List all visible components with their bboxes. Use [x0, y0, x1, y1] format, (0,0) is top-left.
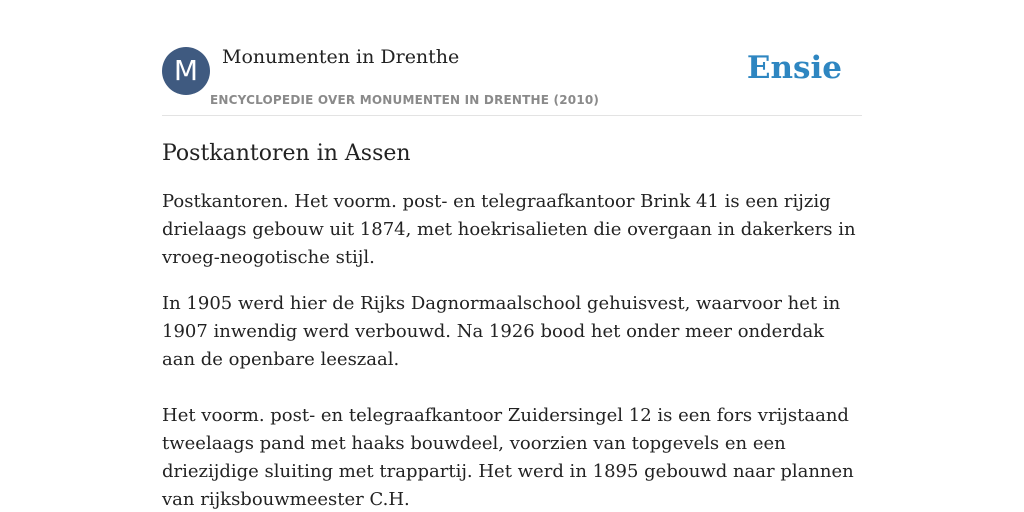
source-subtitle: ENCYCLOPEDIE OVER MONUMENTEN IN DRENTHE (2010): [210, 93, 600, 107]
article-paragraph-2: In 1905 werd hier de Rijks Dagnormaalschool gehuisvest, waarvoor het in 1907 inwendig werd verbouwd. Na 1926 bood het onder meer onderdak aan de openbare leeszaal. Het voorm. post- en telegraafkantoor Zuidersingel 12 is een fors vrijstaand tweelaags pand met haaks bouwdeel, voorzien van topgevels en een driezijdige sluiting met trappartij. Het werd in 1895 gebouwd naar plannen van rijksbouwmeester C.H.: [162, 293, 854, 510]
avatar[interactable]: M: [162, 47, 210, 95]
source-title[interactable]: Monumenten in Drenthe: [222, 46, 460, 68]
article-title: Postkantoren in Assen: [162, 141, 411, 166]
ensie-logo-link[interactable]: Ensie: [746, 50, 842, 86]
source-header: [162, 46, 862, 116]
article-content: [162, 138, 862, 512]
article-paragraph-1: Postkantoren. Het voorm. post- en telegraafkantoor Brink 41 is een rijzig drielaags gebouw uit 1874, met hoekrisalieten die overgaan in dakerkers in vroeg-neogotische stijl.: [162, 191, 856, 268]
